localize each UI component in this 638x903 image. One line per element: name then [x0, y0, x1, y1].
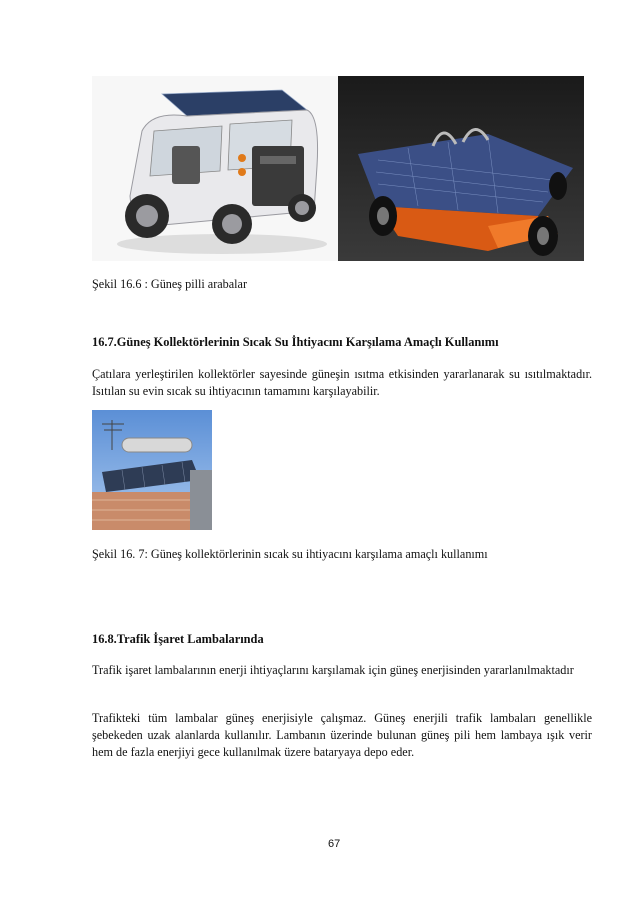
section-16-7-heading: 16.7.Güneş Kollektörlerinin Sıcak Su İhtiyacını Karşılama Amaçlı Kullanımı: [92, 335, 499, 349]
solar-collector-photo: [92, 410, 212, 530]
solar-car-white-photo: [92, 76, 338, 261]
section-16-8-paragraph-2: Trafikteki tüm lambalar güneş enerjisiyle çalışmaz. Güneş enerjili trafik lambaları genellikle şebekeden uzak alanlarda kullanılır. Lambanın üzerinde bulunan güneş pili hem lambaya ışık verir hem de fazla enerjiyi gece kullanılmak üzere bataryaya depo eder.: [92, 711, 592, 759]
section-16-8-paragraph-1: Trafik işaret lambalarının enerji ihtiyaçlarını karşılamak için güneş enerjisinden yararlanılmaktadır: [92, 663, 574, 677]
figure-16-6-caption: Şekil 16.6 : Güneş pilli arabalar: [92, 277, 248, 291]
section-16-8-heading: 16.8.Trafik İşaret Lambalarında: [92, 632, 264, 646]
page-number: 67: [328, 838, 341, 850]
section-16-7-paragraph: Çatılara yerleştirilen kollektörler sayesinde güneşin ısıtma etkisinden yararlanarak su ısıtılmaktadır. Isıtılan su evin sıcak su ihtiyacının tamamını karşılayabilir.: [92, 367, 592, 398]
solar-car-race-photo: [338, 76, 584, 261]
figure-16-7-caption: Şekil 16. 7: Güneş kollektörlerinin sıcak su ihtiyacını karşılama amaçlı kullanımı: [92, 547, 488, 561]
